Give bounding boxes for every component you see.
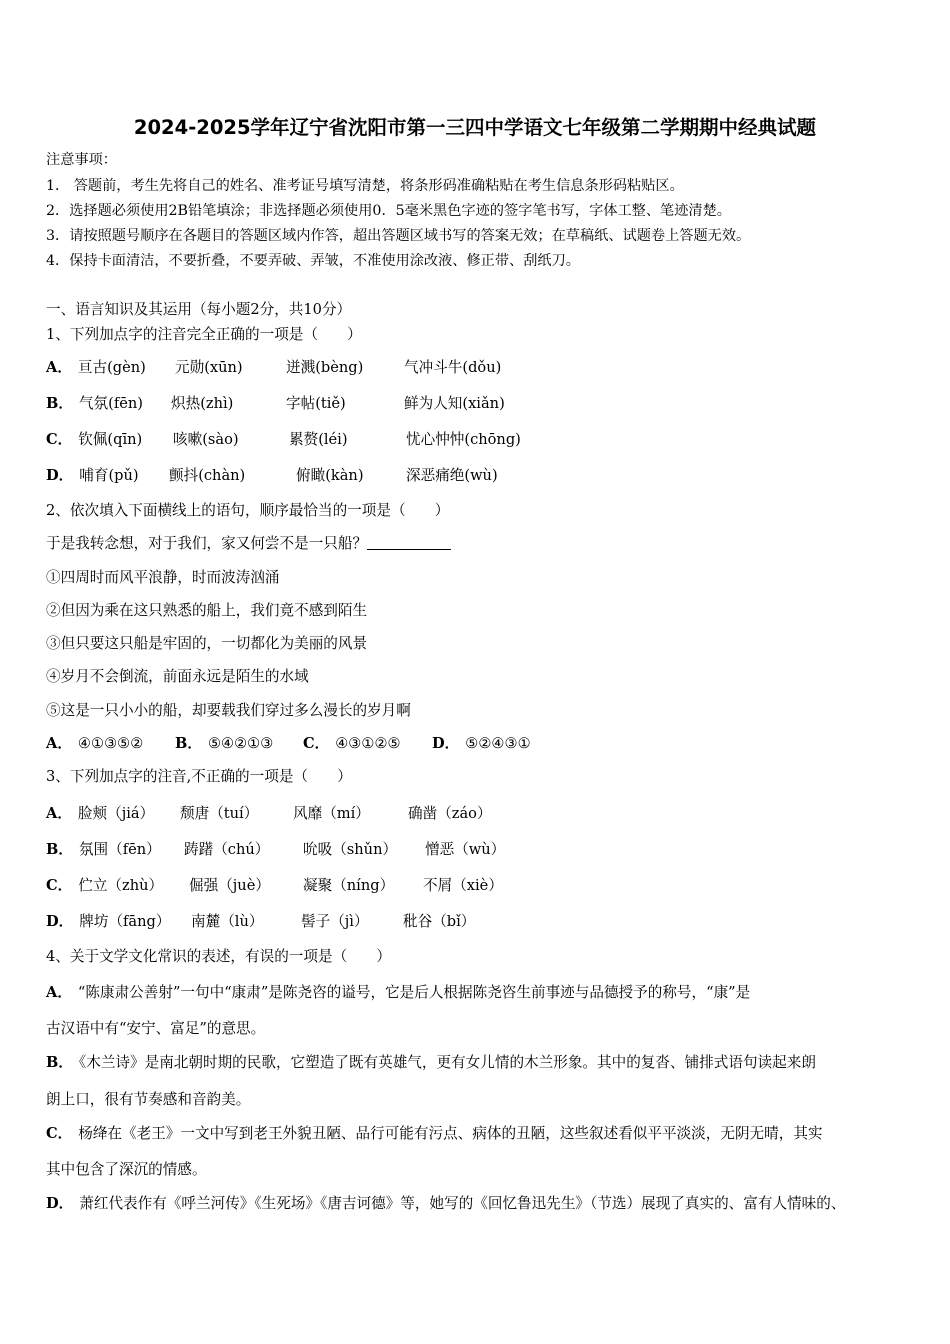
option-item: 髻子（jì） [301,913,369,930]
q4-option-d-line1 [46,1194,845,1214]
option-item: 秕谷（bǐ） [403,913,476,930]
option-label: D． [46,467,74,484]
option-item: 不屑（xiè） [423,877,503,894]
q2-sentence-3: ③但只要这只船是牢固的，一切都化为美丽的风景 [46,635,368,652]
q4-option-c-line2: 其中包含了深沉的情感。 [46,1161,207,1178]
option-item: 钦佩(qīn) [78,431,143,448]
option-label: C． [46,431,73,448]
q4-stem: 4、关于文学文化常识的表述，有误的一项是（ ） [46,948,391,965]
option-label: D． [46,913,74,930]
option-item: 俯瞰(kàn) [296,467,364,484]
option-item: 氛围（fēn） [78,841,161,858]
option-text: ⑤④②①③ [207,735,274,752]
option-text: 杨绛在《老王》一文中写到老王外貌丑陋、品行可能有污点、病体的丑陋，这些叙述看似平平淡淡，无阴无晴，其实 [78,1125,823,1142]
option-item: 字帖(tiě) [286,395,346,412]
q2-intro-text: 于是我转念想，对于我们，家又何尝不是一只船？ [46,535,368,552]
option-label: C． [46,1125,73,1142]
option-text: ⑤②④③① [465,735,531,752]
option-item: 牌坊（fāng） [79,913,171,930]
notice-item-4: 4．保持卡面清洁，不要折叠，不要弄破、弄皱，不准使用涂改液、修正带、刮纸刀。 [46,253,580,269]
option-item: 倔强（juè） [189,877,270,894]
option-label: B． [175,735,202,752]
q4-option-c-line1 [46,1124,823,1144]
option-item: 南麓（lù） [191,913,264,930]
option-text: ④①③⑤② [77,735,144,752]
option-label: B． [46,395,73,412]
option-label: C． [303,735,330,752]
option-item: 迸溅(bèng) [286,359,364,376]
q4-option-b-line1 [46,1053,816,1073]
option-item: 风靡（mí） [293,805,370,822]
q4-option-b-line2: 朗上口，很有节奏感和音韵美。 [46,1091,251,1108]
option-item: 咳嗽(sào) [173,431,239,448]
notice-item-2: 2．选择题必须使用2B铅笔填涂；非选择题必须使用0．5毫米黑色字迹的签字笔书写，字体工整、笔迹清楚。 [46,203,731,219]
option-label: B． [46,841,73,858]
option-item: 气冲斗牛(dǒu) [404,359,502,376]
q2-option-c [303,734,401,754]
option-label: D． [432,735,460,752]
option-item: 元勋(xūn) [175,359,243,376]
q3-stem: 3、下列加点字的注音,不正确的一项是（ ） [46,768,352,785]
option-label: D． [46,1195,74,1212]
option-label: A． [46,805,72,822]
option-text: ④③①②⑤ [335,735,401,752]
option-item: 深恶痛绝(wù) [406,467,498,484]
option-item: 颤抖(chàn) [169,467,246,484]
option-item: 憎恶（wù） [425,841,506,858]
page-title: 2024-2025学年辽宁省沈阳市第一三四中学语文七年级第二学期期中经典试题 [133,116,817,139]
option-text: “陈康肃公善射”一句中“康肃”是陈尧咨的谥号，它是后人根据陈尧咨生前事迹与品德授予的称号，“康”是 [77,984,751,1001]
q2-option-b [175,734,273,754]
option-item: 吮吸（shǔn） [303,841,398,858]
notice-heading: 注意事项： [46,152,117,168]
q2-option-d [432,734,531,754]
q2-sentence-1: ①四周时而风平浪静，时而波涛汹涌 [46,569,280,586]
q2-intro [46,534,451,554]
q2-stem: 2、依次填入下面横线上的语句，顺序最恰当的一项是（ ） [46,502,450,519]
option-label: A． [46,359,72,376]
section-heading: 一、语言知识及其运用（每小题2分，共10分） [46,301,352,318]
option-text: 《木兰诗》是南北朝时期的民歌，它塑造了既有英雄气，更有女儿情的木兰形象。其中的复沓、铺排式语句读起来朗 [78,1054,816,1071]
option-label: A． [46,735,72,752]
option-item: 凝聚（níng） [303,877,395,894]
q4-option-a-line1 [46,983,750,1003]
q2-sentence-5: ⑤这是一只小小的船，却要载我们穿过多么漫长的岁月啊 [46,702,411,719]
option-label: C． [46,877,73,894]
notice-item-3: 3．请按照题号顺序在各题目的答题区域内作答，超出答题区域书写的答案无效；在草稿纸、试题卷上答题无效。 [46,228,751,244]
notice-item-1: 1． 答题前，考生先将自己的姓名、准考证号填写清楚，将条形码准确粘贴在考生信息条形码粘贴区。 [46,178,684,194]
option-item: 亘古(gèn) [77,359,146,376]
option-item: 鲜为人知(xiǎn) [404,395,505,412]
q4-option-a-line2: 古汉语中有“安宁、富足”的意思。 [46,1020,266,1037]
option-item: 脸颊（jiá） [77,805,155,822]
q2-sentence-2: ②但因为乘在这只熟悉的船上，我们竟不感到陌生 [46,602,368,619]
option-item: 哺育(pǔ) [79,467,139,484]
option-item: 踌躇（chú） [184,841,270,858]
option-item: 颓唐（tuí） [180,805,259,822]
option-item: 气氛(fēn) [78,395,143,412]
option-item: 累赘(léi) [289,431,348,448]
option-text: 萧红代表作有《呼兰河传》《生死场》《唐吉诃德》等，她写的《回忆鲁迅先生》（节选）展现了真实的、富有人情味的、 [79,1195,846,1212]
option-label: A． [46,984,72,1001]
option-item: 炽热(zhì) [171,395,234,412]
answer-blank [367,535,451,550]
option-item: 伫立（zhù） [78,877,164,894]
option-item: 忧心忡忡(chōng) [406,431,521,448]
q2-option-a [46,734,143,754]
q1-stem: 1、下列加点字的注音完全正确的一项是（ ） [46,326,362,343]
q2-sentence-4: ④岁月不会倒流，前面永远是陌生的水域 [46,668,309,685]
option-label: B． [46,1054,73,1071]
option-item: 确凿（záo） [408,805,492,822]
